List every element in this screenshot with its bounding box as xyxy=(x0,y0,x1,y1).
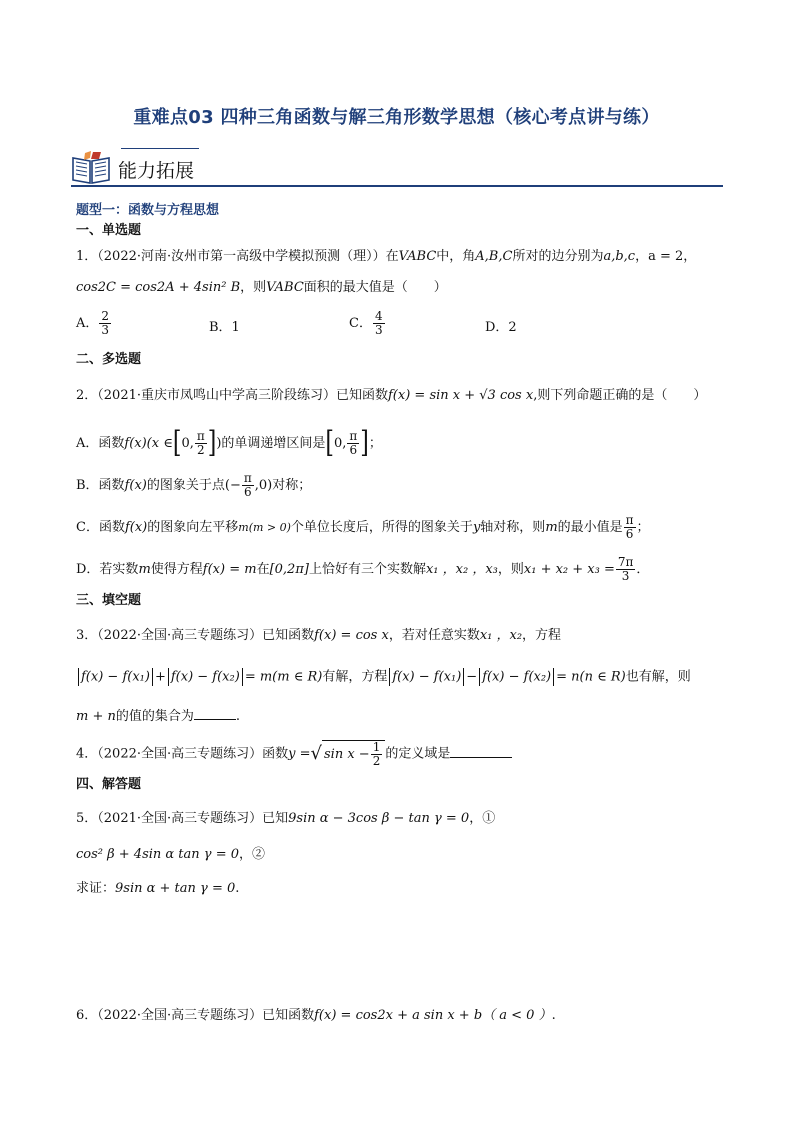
q1-choice-a-fraction xyxy=(99,310,111,337)
q1-condition: cos2C = cos2A + 4sin² B xyxy=(76,280,241,295)
q5-suffix-2: ，② xyxy=(239,847,266,862)
question-2-stem xyxy=(76,387,706,405)
q2d-frac-den: 3 xyxy=(621,569,630,583)
q3-minus: − xyxy=(466,669,478,685)
q2d-mid4: ，则 xyxy=(497,562,524,577)
q2c-frac-num: π xyxy=(625,513,634,527)
q2d-m: m xyxy=(138,562,151,577)
q3-abs-bar xyxy=(389,668,390,686)
q3-text: 的值的集合为 xyxy=(115,709,194,724)
q6-function: f(x) = cos2x + a sin x + b xyxy=(314,1008,483,1023)
q2a-bracket-close: ] xyxy=(207,425,217,460)
q1-mid3: ，则 xyxy=(240,280,267,295)
category-multi-choice: 二、多选题 xyxy=(76,352,142,367)
q2b-fraction xyxy=(242,472,254,499)
q2c-m-condition: m(m > 0) xyxy=(238,521,291,534)
q1-cond1: ，a = 2， xyxy=(635,249,697,264)
q2a-frac-den: 2 xyxy=(196,443,205,457)
q3-abs-bar xyxy=(152,668,153,686)
q5-suffix-3: . xyxy=(235,881,240,896)
q3-mid: ，若对任意实数 xyxy=(388,628,480,643)
q2d-solutions: x₁ ，x₂ ，x₃ xyxy=(425,562,498,577)
q4-radicand xyxy=(322,740,385,768)
q2c-func: f(x) xyxy=(124,520,148,535)
q4-frac-den: 2 xyxy=(372,754,381,768)
q5-prefix: 5．（2021·全国·高三专题练习）已知 xyxy=(76,811,289,826)
q2-prefix: 2．（2021·重庆市凤鸣山中学高三阶段练习）已知函数 xyxy=(76,388,388,403)
q2c-prefix: C．函数 xyxy=(76,520,125,535)
q2d-mid: 使得方程 xyxy=(150,562,203,577)
q2d-mid3: 上恰好有三个实数解 xyxy=(308,562,426,577)
q3-plus: + xyxy=(154,669,166,685)
q2d-equation: f(x) = m xyxy=(202,562,257,577)
q2c-y: y xyxy=(472,520,481,535)
q2b-point-close: ,0) xyxy=(254,478,273,493)
q2c-mid: 的图象向左平移 xyxy=(147,520,239,535)
q2a-frac2-den: 6 xyxy=(349,443,358,457)
q1-sides: a,b,c xyxy=(603,249,636,264)
q2d-suffix: ． xyxy=(636,562,650,577)
q4-function-start: y = xyxy=(288,746,311,762)
q2b-frac-den: 6 xyxy=(243,485,252,499)
q3-abs-bar xyxy=(553,668,554,686)
q3-suffix2: 也有解，则 xyxy=(625,669,691,685)
section-header xyxy=(71,146,723,190)
q3-suffix: ，方程 xyxy=(522,628,562,643)
topic-heading: 题型一：函数与方程思想 xyxy=(76,203,220,218)
q1-choice-c xyxy=(349,310,386,337)
q3-abs-bar xyxy=(463,668,464,686)
q5-equation-2: cos² β + 4sin α tan γ = 0 xyxy=(76,847,239,862)
q5-equation-1: 9sin α − 3cos β − tan γ = 0 xyxy=(288,811,470,826)
category-single-choice: 一、单选题 xyxy=(76,223,142,238)
q3-variables: x₁ ，x₂ xyxy=(479,628,523,643)
q2a-fraction-2 xyxy=(347,430,359,457)
q2a-suffix: ； xyxy=(368,436,382,451)
q2a-frac-num: π xyxy=(196,429,205,443)
q1-choice-c-numerator: 4 xyxy=(374,309,383,323)
question-5-line-3 xyxy=(76,880,239,898)
header-top-rule xyxy=(121,148,199,149)
category-free-response: 四、解答题 xyxy=(76,777,142,792)
q4-fraction xyxy=(371,741,383,768)
q3-abs-bar xyxy=(479,668,480,686)
q2c-fraction xyxy=(624,514,636,541)
q1-prefix: 1．（2022·河南·汝州市第一高级中学模拟预测（理））在 xyxy=(76,249,399,264)
q3-expression: m + n xyxy=(76,709,116,724)
q2a-fraction xyxy=(195,430,207,457)
q2b-mid: 的图象关于点 xyxy=(146,478,225,493)
q2b-frac-num: π xyxy=(243,471,252,485)
q1-triangle-2: VABC xyxy=(266,280,304,295)
q6-suffix: . xyxy=(551,1008,556,1023)
q1-triangle: VABC xyxy=(398,249,437,264)
q4-suffix: 的定义域是 xyxy=(385,746,451,762)
q2c-m: m xyxy=(545,520,558,535)
q3-abs-bar xyxy=(242,668,243,686)
q5-equation-3: 9sin α + tan γ = 0 xyxy=(115,881,236,896)
q3-term-2: f(x) − f(x₂) xyxy=(170,669,240,685)
q2b-suffix: 对称； xyxy=(272,478,312,493)
q3-rhs-m: = m(m ∈ R) xyxy=(244,669,323,685)
q2d-fraction xyxy=(616,556,636,583)
q1-suffix: 面积的最大值是（ ） xyxy=(303,280,447,295)
q2a-interval2-start: 0, xyxy=(334,436,347,451)
q1-choice-d: D．2 xyxy=(485,320,517,335)
q2a-bracket-open: [ xyxy=(172,425,182,460)
q1-choice-a-numerator: 2 xyxy=(101,309,110,323)
q3-term-3: f(x) − f(x₁) xyxy=(392,669,462,685)
q1-choice-c-denominator: 3 xyxy=(374,323,383,337)
question-6 xyxy=(76,1007,556,1025)
q1-angles: A,B,C xyxy=(475,249,513,264)
q2-option-b xyxy=(76,472,311,499)
q2c-mid3: 轴对称，则 xyxy=(480,520,546,535)
question-3-line-3 xyxy=(76,705,240,726)
q1-choice-a-denominator: 3 xyxy=(101,323,110,337)
q1-mid2: 所对的边分别为 xyxy=(512,249,604,264)
q2a-bracket2-close: ] xyxy=(360,425,369,460)
q2d-interval: [0,2π] xyxy=(269,562,309,577)
q2b-func: f(x) xyxy=(124,478,147,493)
q1-choice-b: B．1 xyxy=(209,320,240,335)
q2d-sum: x₁ + x₂ + x₃ = xyxy=(523,562,615,577)
q2c-mid4: 的最小值是 xyxy=(557,520,623,535)
q3-term-1: f(x) − f(x₁) xyxy=(81,669,150,685)
q2-option-d xyxy=(76,556,649,583)
q2a-bracket2-open: [ xyxy=(325,425,334,460)
q2-option-c xyxy=(76,514,650,541)
q6-prefix: 6．（2022·全国·高三专题练习）已知函数 xyxy=(76,1008,315,1023)
q2d-frac-num: 7π xyxy=(617,555,634,569)
q4-frac-num: 1 xyxy=(372,740,381,754)
question-5-line-2 xyxy=(76,846,265,864)
q2c-frac-den: 6 xyxy=(625,527,634,541)
q1-choice-a xyxy=(76,310,112,337)
question-1-line-1 xyxy=(76,248,696,266)
q2d-mid2: 在 xyxy=(256,562,270,577)
open-book-icon xyxy=(71,150,111,184)
q2-suffix: ,则下列命题正确的是（ ） xyxy=(533,388,707,403)
q1-choice-c-label: C． xyxy=(349,316,372,331)
question-5-line-1 xyxy=(76,810,495,828)
question-3-line-1 xyxy=(76,627,561,645)
q2b-prefix: B．函数 xyxy=(76,478,125,493)
q2-option-a xyxy=(76,425,382,460)
q2a-interval-start: 0, xyxy=(181,436,194,451)
question-1-line-2 xyxy=(76,279,447,297)
q2c-mid2: 个单位长度后，所得的图象关于 xyxy=(290,520,473,535)
q2d-prefix: D．若实数 xyxy=(76,562,139,577)
q1-choice-c-fraction xyxy=(373,310,385,337)
q3-end: . xyxy=(235,709,241,724)
q4-sqrt-content: sin x − xyxy=(323,747,370,762)
q5-prove-label: 求证： xyxy=(76,881,116,896)
q4-answer-blank[interactable] xyxy=(450,743,512,758)
document-title: 重难点03 四种三角函数与解三角形数学思想（核心考点讲与练） xyxy=(133,107,660,128)
q2a-mid: )的单调递增区间是 xyxy=(216,436,326,451)
q2a-func: f(x)(x ∈ xyxy=(124,436,173,451)
header-divider xyxy=(71,185,723,187)
q3-prefix: 3．（2022·全国·高三专题练习）已知函数 xyxy=(76,628,315,643)
q3-function: f(x) = cos x xyxy=(314,628,389,643)
q2a-frac2-num: π xyxy=(349,429,358,443)
q3-term-4: f(x) − f(x₂) xyxy=(482,669,552,685)
question-3-line-2 xyxy=(76,668,691,687)
q6-condition: （ a < 0 ） xyxy=(482,1008,552,1023)
question-4 xyxy=(76,740,512,768)
q1-mid: 中，角 xyxy=(436,249,476,264)
q3-mid2: 有解，方程 xyxy=(322,669,388,685)
q3-abs-bar xyxy=(78,668,79,686)
q2b-point-open: (− xyxy=(224,478,241,493)
q2a-prefix: A．函数 xyxy=(76,436,125,451)
q3-abs-bar xyxy=(168,668,169,686)
q2c-suffix: ； xyxy=(636,520,650,535)
q4-radical-sign: √ xyxy=(310,743,322,764)
q4-prefix: 4．（2022·全国·高三专题练习）函数 xyxy=(76,746,289,762)
q1-choice-a-label: A． xyxy=(76,316,99,331)
q2-function: f(x) = sin x + √3 cos x xyxy=(388,388,534,403)
q5-suffix-1: ，① xyxy=(469,811,496,826)
q3-rhs-n: = n(n ∈ R) xyxy=(556,669,626,685)
category-fill-in: 三、填空题 xyxy=(76,593,142,608)
section-title: 能力拓展 xyxy=(118,160,195,182)
q3-answer-blank[interactable] xyxy=(194,705,236,720)
